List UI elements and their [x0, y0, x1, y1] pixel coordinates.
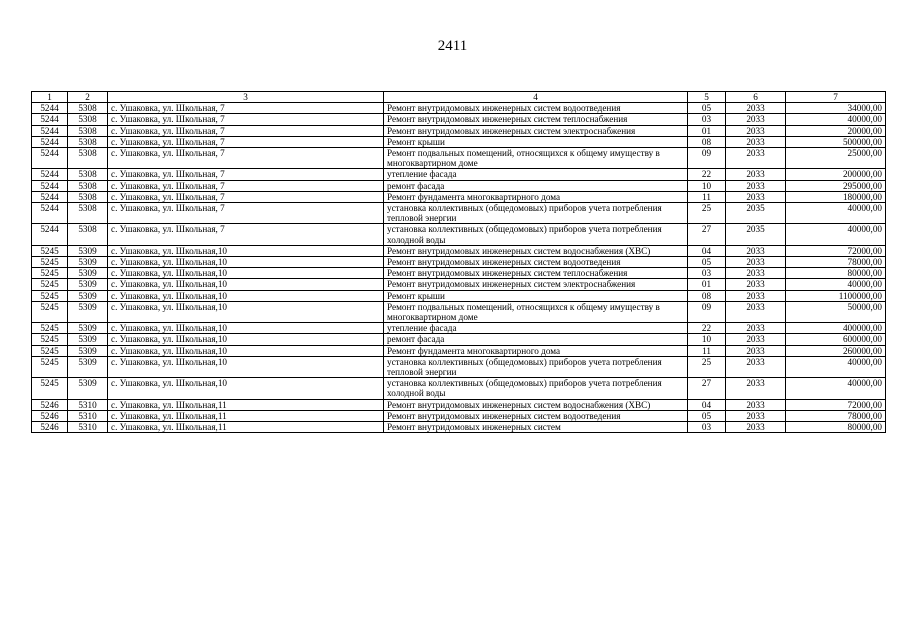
table-row: [32, 114, 886, 125]
cell-work-code: 22: [688, 323, 726, 334]
cell-work-type: установка коллективных (общедомовых) приборов учета потребления тепловой энергии: [384, 356, 688, 377]
cell-house-id: 5309: [68, 323, 108, 334]
cell-year: 2033: [726, 399, 786, 410]
table-row: [32, 169, 886, 180]
capital-repair-table: [31, 91, 886, 433]
cell-number: 5246: [32, 410, 68, 421]
cell-work-code: 04: [688, 399, 726, 410]
cell-work-code: 05: [688, 257, 726, 268]
cell-address: с. Ушаковка, ул. Школьная,10: [108, 334, 384, 345]
cell-year: 2035: [726, 224, 786, 245]
cell-cost: 1100000,00: [786, 290, 886, 301]
cell-work-code: 01: [688, 279, 726, 290]
cell-number: 5244: [32, 169, 68, 180]
cell-work-type: Ремонт внутридомовых инженерных систем электроснабжения: [384, 125, 688, 136]
cell-year: 2033: [726, 191, 786, 202]
cell-number: 5245: [32, 268, 68, 279]
cell-house-id: 5308: [68, 114, 108, 125]
cell-year: 2033: [726, 378, 786, 399]
cell-year: 2033: [726, 268, 786, 279]
column-header: 1: [32, 92, 68, 103]
cell-number: 5244: [32, 148, 68, 169]
cell-address: с. Ушаковка, ул. Школьная, 7: [108, 224, 384, 245]
cell-house-id: 5309: [68, 356, 108, 377]
cell-house-id: 5309: [68, 345, 108, 356]
cell-work-type: Ремонт подвальных помещений, относящихся к общему имуществу в многоквартирном доме: [384, 148, 688, 169]
cell-work-type: Ремонт внутридомовых инженерных систем водоснабжения (ХВС): [384, 399, 688, 410]
cell-cost: 50000,00: [786, 301, 886, 322]
cell-year: 2033: [726, 148, 786, 169]
cell-number: 5245: [32, 378, 68, 399]
cell-house-id: 5309: [68, 334, 108, 345]
cell-cost: 72000,00: [786, 245, 886, 256]
cell-number: 5244: [32, 103, 68, 114]
cell-work-code: 25: [688, 356, 726, 377]
cell-cost: 40000,00: [786, 279, 886, 290]
cell-number: 5245: [32, 279, 68, 290]
cell-number: 5246: [32, 422, 68, 433]
cell-house-id: 5309: [68, 301, 108, 322]
cell-year: 2033: [726, 356, 786, 377]
cell-work-code: 03: [688, 422, 726, 433]
cell-work-code: 22: [688, 169, 726, 180]
cell-house-id: 5309: [68, 268, 108, 279]
cell-year: 2033: [726, 323, 786, 334]
cell-address: с. Ушаковка, ул. Школьная,10: [108, 257, 384, 268]
cell-number: 5245: [32, 245, 68, 256]
cell-work-type: Ремонт внутридомовых инженерных систем теплоснабжения: [384, 268, 688, 279]
table-row: [32, 191, 886, 202]
cell-address: с. Ушаковка, ул. Школьная,10: [108, 301, 384, 322]
cell-work-code: 11: [688, 345, 726, 356]
cell-address: с. Ушаковка, ул. Школьная, 7: [108, 103, 384, 114]
table-row: [32, 203, 886, 224]
table-row: [32, 356, 886, 377]
table-row: [32, 103, 886, 114]
column-header: 4: [384, 92, 688, 103]
cell-work-code: 03: [688, 114, 726, 125]
cell-work-code: 10: [688, 334, 726, 345]
cell-cost: 80000,00: [786, 422, 886, 433]
cell-address: с. Ушаковка, ул. Школьная, 7: [108, 169, 384, 180]
cell-number: 5245: [32, 334, 68, 345]
cell-work-type: утепление фасада: [384, 323, 688, 334]
cell-cost: 295000,00: [786, 180, 886, 191]
cell-house-id: 5309: [68, 290, 108, 301]
cell-work-type: ремонт фасада: [384, 180, 688, 191]
cell-number: 5244: [32, 191, 68, 202]
cell-year: 2033: [726, 345, 786, 356]
cell-work-type: Ремонт крыши: [384, 290, 688, 301]
cell-house-id: 5308: [68, 148, 108, 169]
cell-address: с. Ушаковка, ул. Школьная,10: [108, 323, 384, 334]
cell-house-id: 5308: [68, 169, 108, 180]
cell-number: 5245: [32, 301, 68, 322]
cell-house-id: 5309: [68, 257, 108, 268]
cell-work-type: утепление фасада: [384, 169, 688, 180]
cell-work-type: установка коллективных (общедомовых) приборов учета потребления холодной воды: [384, 224, 688, 245]
cell-work-code: 08: [688, 290, 726, 301]
cell-cost: 40000,00: [786, 203, 886, 224]
cell-address: с. Ушаковка, ул. Школьная, 7: [108, 148, 384, 169]
cell-work-code: 08: [688, 136, 726, 147]
cell-work-code: 10: [688, 180, 726, 191]
cell-address: с. Ушаковка, ул. Школьная, 7: [108, 191, 384, 202]
cell-address: с. Ушаковка, ул. Школьная,10: [108, 279, 384, 290]
cell-work-code: 09: [688, 301, 726, 322]
cell-address: с. Ушаковка, ул. Школьная, 7: [108, 114, 384, 125]
table-row: [32, 125, 886, 136]
cell-work-type: Ремонт подвальных помещений, относящихся к общему имуществу в многоквартирном доме: [384, 301, 688, 322]
cell-address: с. Ушаковка, ул. Школьная,11: [108, 410, 384, 421]
table-row: [32, 148, 886, 169]
cell-work-type: Ремонт внутридомовых инженерных систем водоотведения: [384, 103, 688, 114]
cell-number: 5244: [32, 180, 68, 191]
cell-cost: 200000,00: [786, 169, 886, 180]
cell-cost: 80000,00: [786, 268, 886, 279]
table-row: [32, 323, 886, 334]
table-row: [32, 224, 886, 245]
cell-year: 2033: [726, 136, 786, 147]
table-row: [32, 301, 886, 322]
cell-address: с. Ушаковка, ул. Школьная,11: [108, 422, 384, 433]
cell-house-id: 5309: [68, 378, 108, 399]
cell-cost: 34000,00: [786, 103, 886, 114]
table-row: [32, 334, 886, 345]
cell-house-id: 5308: [68, 224, 108, 245]
cell-work-code: 27: [688, 224, 726, 245]
table-row: [32, 399, 886, 410]
column-header: 2: [68, 92, 108, 103]
cell-work-type: Ремонт внутридомовых инженерных систем электроснабжения: [384, 279, 688, 290]
cell-work-code: 01: [688, 125, 726, 136]
cell-work-code: 04: [688, 245, 726, 256]
table-row: [32, 279, 886, 290]
cell-cost: 600000,00: [786, 334, 886, 345]
table-header-row: [32, 92, 886, 103]
cell-work-type: Ремонт внутридомовых инженерных систем водоотведения: [384, 410, 688, 421]
table-row: [32, 410, 886, 421]
cell-cost: 40000,00: [786, 356, 886, 377]
table-row: [32, 290, 886, 301]
cell-address: с. Ушаковка, ул. Школьная,10: [108, 378, 384, 399]
cell-work-code: 27: [688, 378, 726, 399]
cell-work-code: 09: [688, 148, 726, 169]
table-row: [32, 136, 886, 147]
cell-work-code: 05: [688, 410, 726, 421]
cell-house-id: 5308: [68, 136, 108, 147]
cell-cost: 78000,00: [786, 257, 886, 268]
cell-number: 5245: [32, 356, 68, 377]
cell-year: 2033: [726, 125, 786, 136]
cell-number: 5246: [32, 399, 68, 410]
table-row: [32, 180, 886, 191]
cell-address: с. Ушаковка, ул. Школьная, 7: [108, 125, 384, 136]
cell-year: 2033: [726, 422, 786, 433]
cell-address: с. Ушаковка, ул. Школьная, 7: [108, 136, 384, 147]
cell-work-type: Ремонт фундамента многоквартирного дома: [384, 345, 688, 356]
cell-year: 2033: [726, 301, 786, 322]
cell-year: 2033: [726, 257, 786, 268]
cell-work-type: установка коллективных (общедомовых) приборов учета потребления холодной воды: [384, 378, 688, 399]
cell-address: с. Ушаковка, ул. Школьная,10: [108, 245, 384, 256]
cell-house-id: 5308: [68, 103, 108, 114]
cell-work-type: Ремонт внутридомовых инженерных систем: [384, 422, 688, 433]
table-row: [32, 422, 886, 433]
cell-work-code: 03: [688, 268, 726, 279]
cell-number: 5244: [32, 224, 68, 245]
cell-year: 2033: [726, 410, 786, 421]
table-row: [32, 378, 886, 399]
cell-number: 5245: [32, 257, 68, 268]
cell-cost: 180000,00: [786, 191, 886, 202]
cell-address: с. Ушаковка, ул. Школьная, 7: [108, 180, 384, 191]
column-header: 3: [108, 92, 384, 103]
cell-address: с. Ушаковка, ул. Школьная, 7: [108, 203, 384, 224]
table-body: [32, 92, 886, 433]
cell-work-code: 05: [688, 103, 726, 114]
cell-cost: 260000,00: [786, 345, 886, 356]
cell-year: 2033: [726, 279, 786, 290]
cell-work-type: ремонт фасада: [384, 334, 688, 345]
cell-number: 5244: [32, 136, 68, 147]
cell-address: с. Ушаковка, ул. Школьная,10: [108, 268, 384, 279]
cell-work-type: Ремонт крыши: [384, 136, 688, 147]
column-header: 5: [688, 92, 726, 103]
cell-address: с. Ушаковка, ул. Школьная,10: [108, 356, 384, 377]
cell-number: 5245: [32, 323, 68, 334]
cell-work-code: 11: [688, 191, 726, 202]
cell-work-type: установка коллективных (общедомовых) приборов учета потребления тепловой энергии: [384, 203, 688, 224]
cell-house-id: 5308: [68, 191, 108, 202]
cell-cost: 40000,00: [786, 378, 886, 399]
cell-cost: 78000,00: [786, 410, 886, 421]
cell-cost: 500000,00: [786, 136, 886, 147]
cell-cost: 40000,00: [786, 224, 886, 245]
cell-year: 2033: [726, 180, 786, 191]
cell-year: 2035: [726, 203, 786, 224]
cell-cost: 20000,00: [786, 125, 886, 136]
cell-work-type: Ремонт внутридомовых инженерных систем водоснабжения (ХВС): [384, 245, 688, 256]
cell-work-type: Ремонт внутридомовых инженерных систем теплоснабжения: [384, 114, 688, 125]
cell-house-id: 5308: [68, 180, 108, 191]
cell-number: 5244: [32, 114, 68, 125]
cell-house-id: 5310: [68, 422, 108, 433]
cell-number: 5245: [32, 290, 68, 301]
cell-cost: 40000,00: [786, 114, 886, 125]
cell-number: 5244: [32, 203, 68, 224]
column-header: 7: [786, 92, 886, 103]
cell-address: с. Ушаковка, ул. Школьная,10: [108, 345, 384, 356]
cell-address: с. Ушаковка, ул. Школьная,11: [108, 399, 384, 410]
cell-work-type: Ремонт фундамента многоквартирного дома: [384, 191, 688, 202]
column-header: 6: [726, 92, 786, 103]
cell-house-id: 5308: [68, 203, 108, 224]
cell-cost: 25000,00: [786, 148, 886, 169]
cell-house-id: 5310: [68, 399, 108, 410]
cell-work-type: Ремонт внутридомовых инженерных систем водоотведения: [384, 257, 688, 268]
cell-cost: 72000,00: [786, 399, 886, 410]
cell-year: 2033: [726, 245, 786, 256]
cell-house-id: 5308: [68, 125, 108, 136]
cell-house-id: 5309: [68, 279, 108, 290]
cell-address: с. Ушаковка, ул. Школьная,10: [108, 290, 384, 301]
cell-house-id: 5310: [68, 410, 108, 421]
table-row: [32, 245, 886, 256]
page-number: 2411: [437, 38, 468, 54]
cell-year: 2033: [726, 169, 786, 180]
cell-year: 2033: [726, 334, 786, 345]
table-row: [32, 345, 886, 356]
cell-number: 5245: [32, 345, 68, 356]
table-row: [32, 268, 886, 279]
cell-year: 2033: [726, 290, 786, 301]
cell-work-code: 25: [688, 203, 726, 224]
cell-cost: 400000,00: [786, 323, 886, 334]
cell-year: 2033: [726, 114, 786, 125]
cell-house-id: 5309: [68, 245, 108, 256]
cell-year: 2033: [726, 103, 786, 114]
cell-number: 5244: [32, 125, 68, 136]
table-row: [32, 257, 886, 268]
